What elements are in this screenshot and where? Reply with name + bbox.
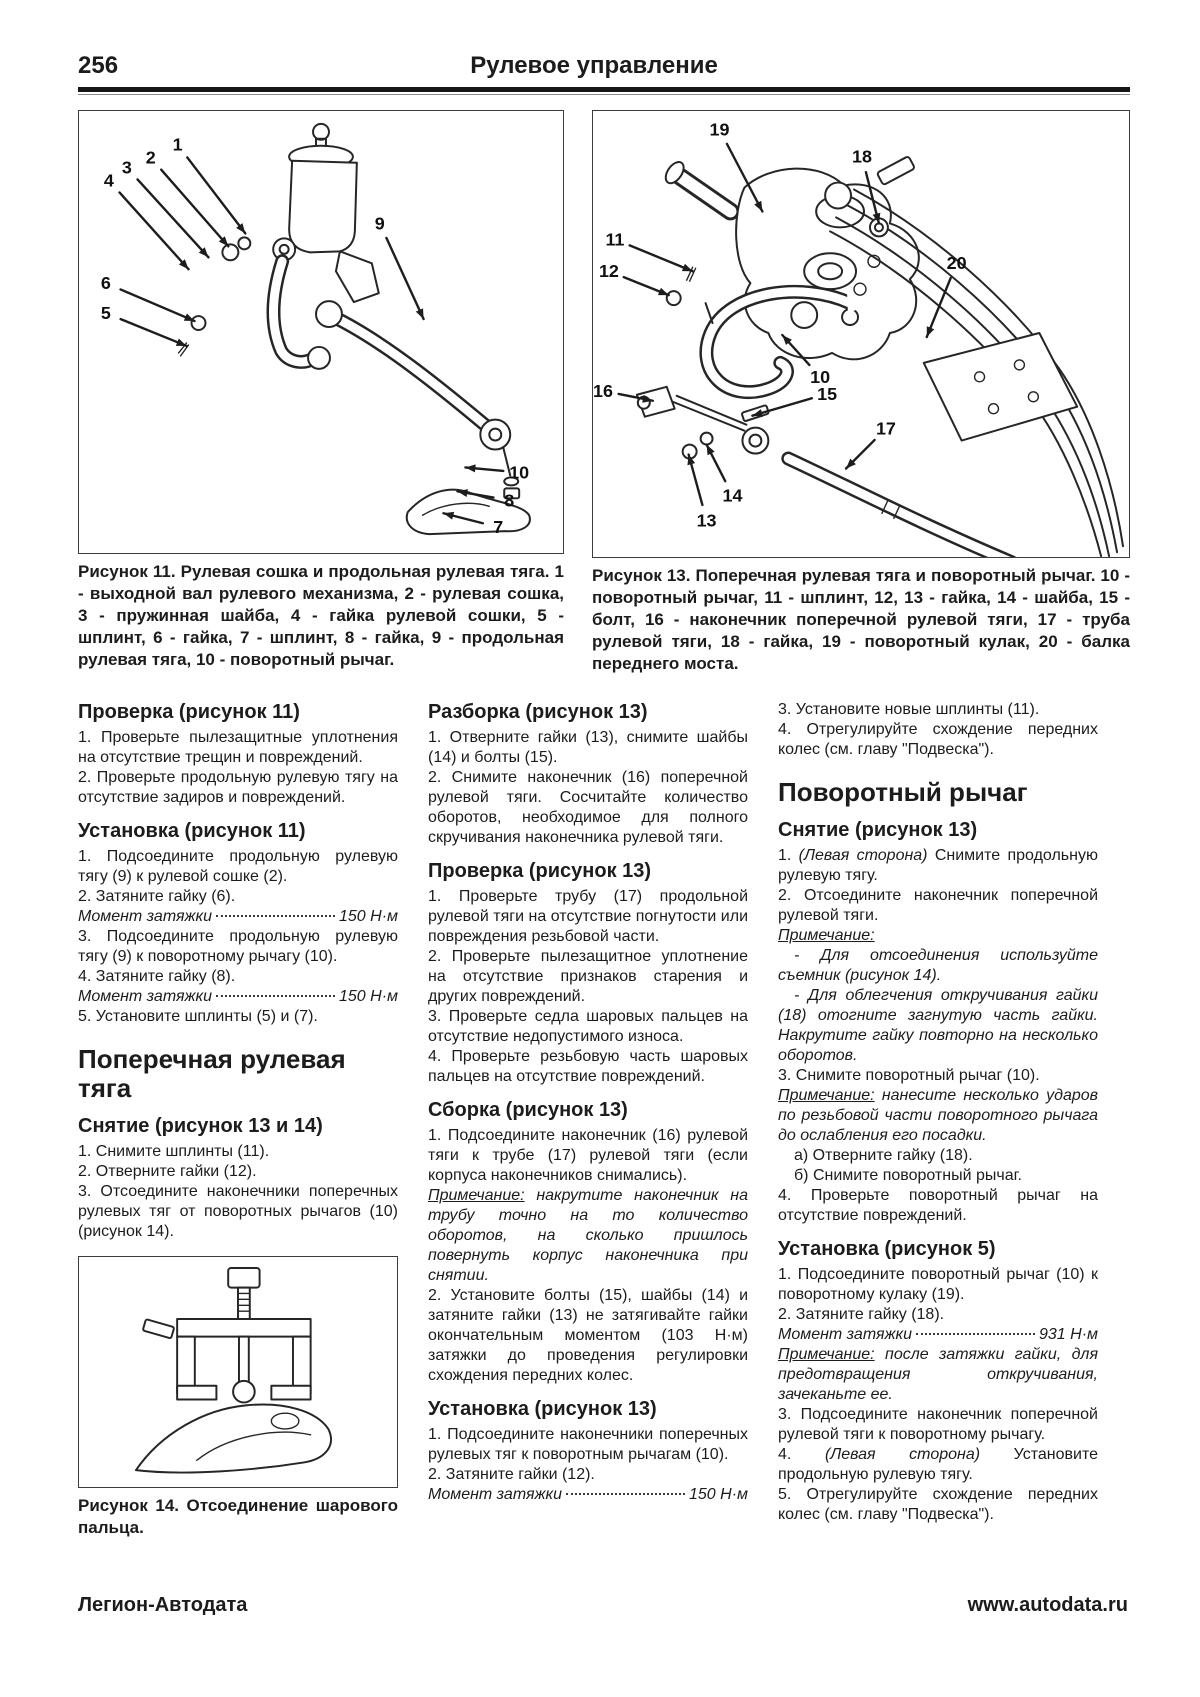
callout-arrow	[120, 192, 189, 269]
torque-spec	[78, 907, 398, 927]
procedure-step: 2. Отсоедините наконечник поперечной рулевой тяги.	[778, 887, 1098, 924]
subsection-title: Проверка (рисунок 13)	[428, 860, 652, 882]
step-number: 4.	[778, 1446, 792, 1463]
callout-arrow	[161, 170, 228, 247]
figure-13-caption: Рисунок 13. Поперечная рулевая тяга и поворотный рычаг. 10 - поворотный рычаг, 11 - шплинт, 12, 13 - гайка, 14 - шайба, 15 - болт, 16 - наконечник поперечной рулевой тяги, 17 - труба рулевой тяги, 18 - гайка, 19 - поворотный кулак, 20 - балка переднего моста.	[592, 566, 1130, 673]
page-title: Рулевое управление	[470, 52, 718, 79]
column-2	[428, 700, 748, 1539]
subsection-title: Снятие (рисунок 13 и 14)	[78, 1115, 323, 1137]
note	[778, 1345, 1098, 1405]
callout-label: 7	[493, 517, 504, 538]
figure-11-caption: Рисунок 11. Рулевая сошка и продольная рулевая тяга. 1 - выходной вал рулевого механизма, 2 - рулевая сошка, 3 - пружинная шайба, 4 - гайка рулевой сошки, 5 - шплинт, 6 - гайка, 7 - шплинт, 8 - гайка, 9 - продольная рулевая тяга, 10 - поворотный рычаг.	[78, 562, 564, 669]
note-text: накрутите наконечник на трубу точно на то количество оборотов, на сколько пришлось повернуть корпус наконечника при снятии.	[428, 1187, 749, 1284]
callout-label: 11	[605, 229, 625, 250]
callout-label: 10	[810, 366, 831, 387]
step-text: Снимите продольную рулевую тягу.	[778, 847, 1098, 884]
note-item: - Для облегчения откручивания гайки (18) отогните загнутую часть гайки. Накрутите гайку повторно на несколько оборотов.	[778, 987, 1098, 1064]
procedure-step: 1. Подсоедините наконечники поперечных рулевых тяг к поворотным рычагам (10).	[428, 1426, 748, 1463]
procedure-step: 3. Отсоедините наконечники поперечных рулевых тяг от поворотных рычагов (10) (рисунок 14).	[78, 1183, 398, 1240]
drag-link	[316, 301, 519, 525]
procedure-step: 4. Затяните гайку (8).	[78, 968, 236, 985]
procedure-step: 4. Отрегулируйте схождение передних колес (см. главу "Подвеска").	[778, 721, 1098, 758]
figure-14-drawing	[78, 1256, 398, 1488]
callout-arrow	[138, 179, 209, 257]
callout-arrow	[121, 319, 187, 346]
procedure-step: 2. Проверьте продольную рулевую тягу на отсутствие задиров и повреждений.	[78, 769, 398, 806]
section-title: Поперечная рулевая тяга	[78, 1044, 346, 1103]
torque-spec	[428, 1485, 748, 1505]
note-lead: Примечание:	[778, 1087, 875, 1104]
callout-arrow	[121, 289, 195, 321]
procedure-step: 2. Снимите наконечник (16) поперечной рулевой тяги. Сосчитайте количество оборотов, необходимое для полного скручивания наконечника рулевой тяги.	[428, 769, 748, 846]
procedure-step: 5. Отрегулируйте схождение передних колес (см. главу "Подвеска").	[778, 1486, 1098, 1523]
callout-arrowhead	[176, 338, 187, 345]
torque-spec	[778, 1325, 1098, 1345]
callout-label: 3	[121, 157, 132, 178]
figure-13	[592, 110, 1130, 675]
procedure-step: 1. Подсоедините поворотный рычаг (10) к поворотному кулаку (19).	[778, 1266, 1098, 1303]
procedure-step: 3. Установите новые шплинты (11).	[778, 701, 1040, 718]
fig13-svg	[593, 111, 1129, 557]
subsection-title: Снятие (рисунок 13)	[778, 819, 978, 841]
callout-label: 17	[875, 418, 896, 439]
callout-arrowhead	[707, 445, 715, 456]
step-number: 1.	[778, 847, 792, 864]
procedure-step: 3. Подсоедините продольную рулевую тягу (9) к поворотному рычагу (10).	[78, 928, 398, 965]
procedure-step: 1. Проверьте пылезащитные уплотнения на отсутствие трещин и повреждений.	[78, 729, 398, 766]
figure-11-drawing	[78, 110, 564, 554]
callout-label: 16	[593, 380, 613, 401]
publisher-name: Легион-Автодата	[78, 1594, 248, 1616]
site-url: www.autodata.ru	[967, 1594, 1128, 1616]
torque-label: Момент затяжки	[778, 1326, 912, 1343]
note	[428, 1186, 748, 1286]
procedure-step: 3. Проверьте седла шаровых пальцев на отсутствие недопустимого износа.	[428, 1008, 748, 1045]
fig14-svg	[79, 1257, 397, 1487]
procedure-step: 4. Проверьте поворотный рычаг на отсутствие повреждений.	[778, 1187, 1098, 1224]
callout-arrowhead	[927, 326, 934, 337]
pitman-arm	[179, 261, 330, 369]
header-rule	[78, 87, 1130, 92]
text-columns	[78, 700, 1108, 1539]
torque-label: Момент затяжки	[78, 988, 212, 1005]
procedure-step: 1. Снимите шплинты (11).	[78, 1143, 270, 1160]
procedure-step: 3. Снимите поворотный рычаг (10).	[778, 1067, 1040, 1084]
note-lead: Примечание:	[778, 1346, 875, 1363]
procedure-step: б) Снимите поворотный рычаг.	[794, 1167, 1022, 1184]
subsection-title: Разборка (рисунок 13)	[428, 701, 648, 723]
callout-arrowhead	[682, 264, 693, 271]
note-lead: Примечание:	[428, 1187, 525, 1204]
callout-label: 4	[103, 170, 114, 191]
page-header	[78, 52, 1130, 95]
procedure-step: 2. Установите болты (15), шайбы (14) и затяните гайки (13) не затягивайте гайки окончательным моментом (103 Н·м) затяжки до проведения регулировки схождения передних колес.	[428, 1287, 748, 1384]
callout-label: 15	[817, 383, 838, 404]
callout-label: 9	[374, 213, 385, 234]
callout-label: 14	[722, 485, 743, 506]
callout-label: 1	[172, 134, 183, 155]
column-3	[778, 700, 1098, 1539]
callout-label: 5	[100, 303, 111, 324]
figure-14-caption: Рисунок 14. Отсоединение шарового пальца.	[78, 1496, 398, 1537]
torque-spec	[78, 987, 398, 1007]
header-rule-thin	[78, 94, 1130, 95]
column-1	[78, 700, 398, 1539]
note-lead: Примечание:	[778, 927, 875, 944]
subsection-title: Установка (рисунок 11)	[78, 820, 306, 842]
callout-arrowhead	[416, 308, 424, 319]
procedure-step: 2. Затяните гайку (18).	[778, 1306, 945, 1323]
procedure-step: 5. Установите шплинты (5) и (7).	[78, 1008, 318, 1025]
step-text: Установите продольную рулевую тягу.	[778, 1446, 1098, 1483]
procedure-step: 1. Подсоедините продольную рулевую тягу (9) к рулевой сошке (2).	[78, 848, 398, 885]
step-side-label: (Левая сторона)	[798, 847, 928, 864]
torque-value: 150 Н·м	[339, 908, 398, 925]
torque-leader	[916, 1333, 1035, 1335]
callout-label: 12	[598, 261, 619, 282]
procedure-step: 3. Подсоедините наконечник поперечной рулевой тяги к поворотному рычагу.	[778, 1406, 1098, 1443]
procedure-step	[778, 1445, 1098, 1485]
figure-13-drawing	[592, 110, 1130, 558]
note-text: после затяжки гайки, для предотвращения откручивания, зачеканьте ее.	[778, 1346, 1099, 1403]
callout-arrow	[187, 157, 245, 233]
note-text: нанесите несколько ударов по резьбовой части поворотного рычага до ослабления его посадки.	[778, 1087, 1098, 1144]
subsection-title: Сборка (рисунок 13)	[428, 1099, 628, 1121]
callout-arrowhead	[658, 288, 669, 295]
callout-label: 13	[696, 510, 717, 531]
callout-arrowhead	[184, 313, 195, 321]
steering-gear	[222, 124, 378, 302]
callout-label: 10	[509, 462, 530, 483]
procedure-step: 1. Подсоедините наконечник (16) рулевой тяги к трубе (17) рулевой тяги (если корпуса наконечников снимались).	[428, 1127, 748, 1184]
torque-leader	[216, 995, 335, 997]
steering-knuckle	[662, 159, 919, 359]
callout-label: 6	[100, 273, 111, 294]
callout-label: 18	[852, 146, 872, 167]
procedure-step: 2. Проверьте пылезащитное уплотнение на отсутствие признаков старения и других повреждений.	[428, 948, 748, 1005]
knuckle-arm-14	[136, 1405, 331, 1473]
procedure-step: 2. Отверните гайки (12).	[78, 1163, 257, 1180]
note-item: - Для отсоединения используйте съемник (рисунок 14).	[778, 947, 1098, 984]
procedure-step: 2. Затяните гайки (12).	[428, 1466, 595, 1483]
fig11-svg	[79, 111, 563, 553]
torque-label: Момент затяжки	[428, 1486, 562, 1503]
procedure-step: 2. Затяните гайку (6).	[78, 888, 236, 905]
torque-value: 150 Н·м	[339, 988, 398, 1005]
torque-leader	[566, 1493, 685, 1495]
page-number: 256	[78, 52, 119, 79]
callout-arrow	[630, 245, 693, 271]
procedure-step: а) Отверните гайку (18).	[794, 1147, 973, 1164]
procedure-step: 1. Отверните гайки (13), снимите шайбы (14) и болты (15).	[428, 729, 748, 766]
torque-value: 150 Н·м	[689, 1486, 748, 1503]
torque-label: Момент затяжки	[78, 908, 212, 925]
procedure-step: 4. Проверьте резьбовую часть шаровых пальцев на отсутствие повреждений.	[428, 1048, 748, 1085]
step-side-label: (Левая сторона)	[824, 1446, 981, 1463]
procedure-step: 1. Проверьте трубу (17) продольной рулевой тяги на отсутствие погнутости или повреждения резьбовой части.	[428, 888, 748, 945]
page-footer	[78, 1594, 1128, 1617]
note	[778, 1086, 1098, 1146]
figure-11	[78, 110, 564, 671]
subsection-title: Проверка (рисунок 11)	[78, 701, 300, 723]
section-title: Поворотный рычаг	[778, 777, 1028, 807]
callout-label: 20	[946, 253, 967, 274]
procedure-step	[778, 846, 1098, 886]
subsection-title: Установка (рисунок 5)	[778, 1238, 996, 1260]
torque-leader	[216, 915, 335, 917]
callout-label: 2	[145, 147, 156, 168]
callout-arrow	[386, 238, 423, 319]
figure-14	[78, 1256, 398, 1539]
puller-tool	[143, 1268, 311, 1402]
subsection-title: Установка (рисунок 13)	[428, 1398, 657, 1420]
callout-label: 19	[709, 119, 730, 140]
callout-label: 8	[504, 490, 515, 511]
note	[778, 926, 1098, 946]
torque-value: 931 Н·м	[1039, 1326, 1098, 1343]
